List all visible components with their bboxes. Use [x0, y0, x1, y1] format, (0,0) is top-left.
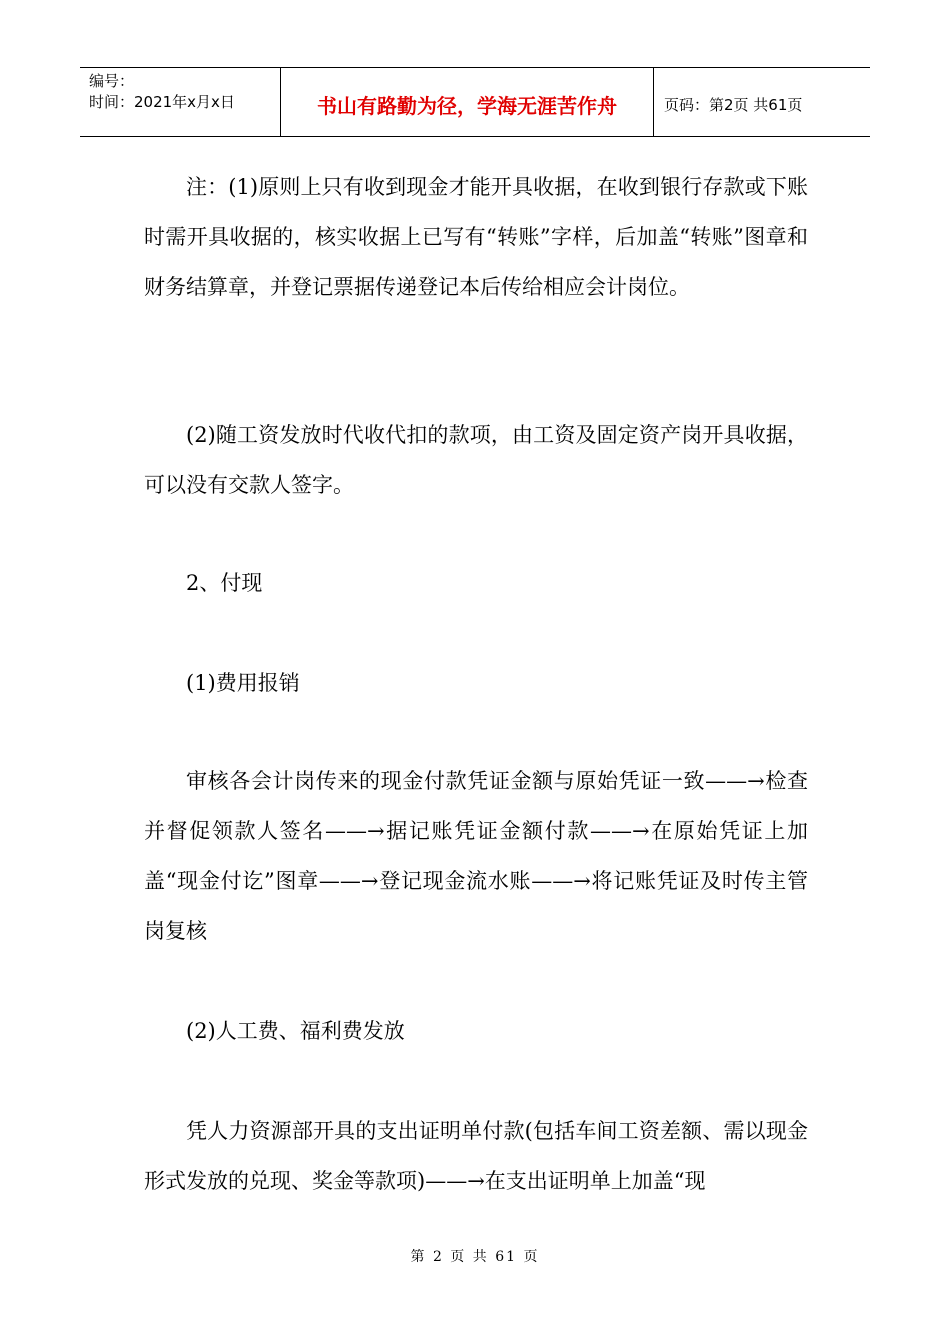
paragraph-note-2: (2)随工资发放时代收代扣的款项，由工资及固定资产岗开具收据，可以没有交款人签字。	[144, 423, 808, 497]
paragraph-expense-flow: 审核各会计岗传来的现金付款凭证金额与原始凭证一致——→检查并督促领款人签名——→据记账凭证金额付款——→在原始凭证上加盖“现金付讫”图章——→登记现金流水账——→将记账凭证及时传主管岗复核	[144, 769, 808, 943]
paragraph-labor-flow: 凭人力资源部开具的支出证明单付款(包括车间工资差额、需以现金形式发放的兑现、奖金等款项)——→在支出证明单上加盖“现	[144, 1119, 808, 1193]
subsection-heading-labor: (2)人工费、福利费发放	[186, 1019, 405, 1043]
page-footer: 第 2 页 共 61 页	[410, 1249, 540, 1265]
section-heading-payment: 2、付现	[186, 571, 263, 595]
header-page-info: 页码：第2页 共61页	[664, 95, 803, 114]
page-header	[80, 67, 870, 137]
doc-date-label: 时间：2021年x月x日	[89, 93, 235, 111]
subsection-heading-expense: (1)费用报销	[186, 671, 300, 695]
header-motto: 书山有路勤为径，学海无涯苦作舟	[281, 68, 654, 136]
doc-number-label: 编号：	[89, 72, 135, 90]
paragraph-note-1: 注：(1)原则上只有收到现金才能开具收据，在收到银行存款或下账时需开具收据的，核实收据上已写有“转账”字样，后加盖“转账”图章和财务结算章，并登记票据传递登记本后传给相应会计岗位。	[144, 175, 808, 299]
header-meta	[80, 68, 281, 136]
